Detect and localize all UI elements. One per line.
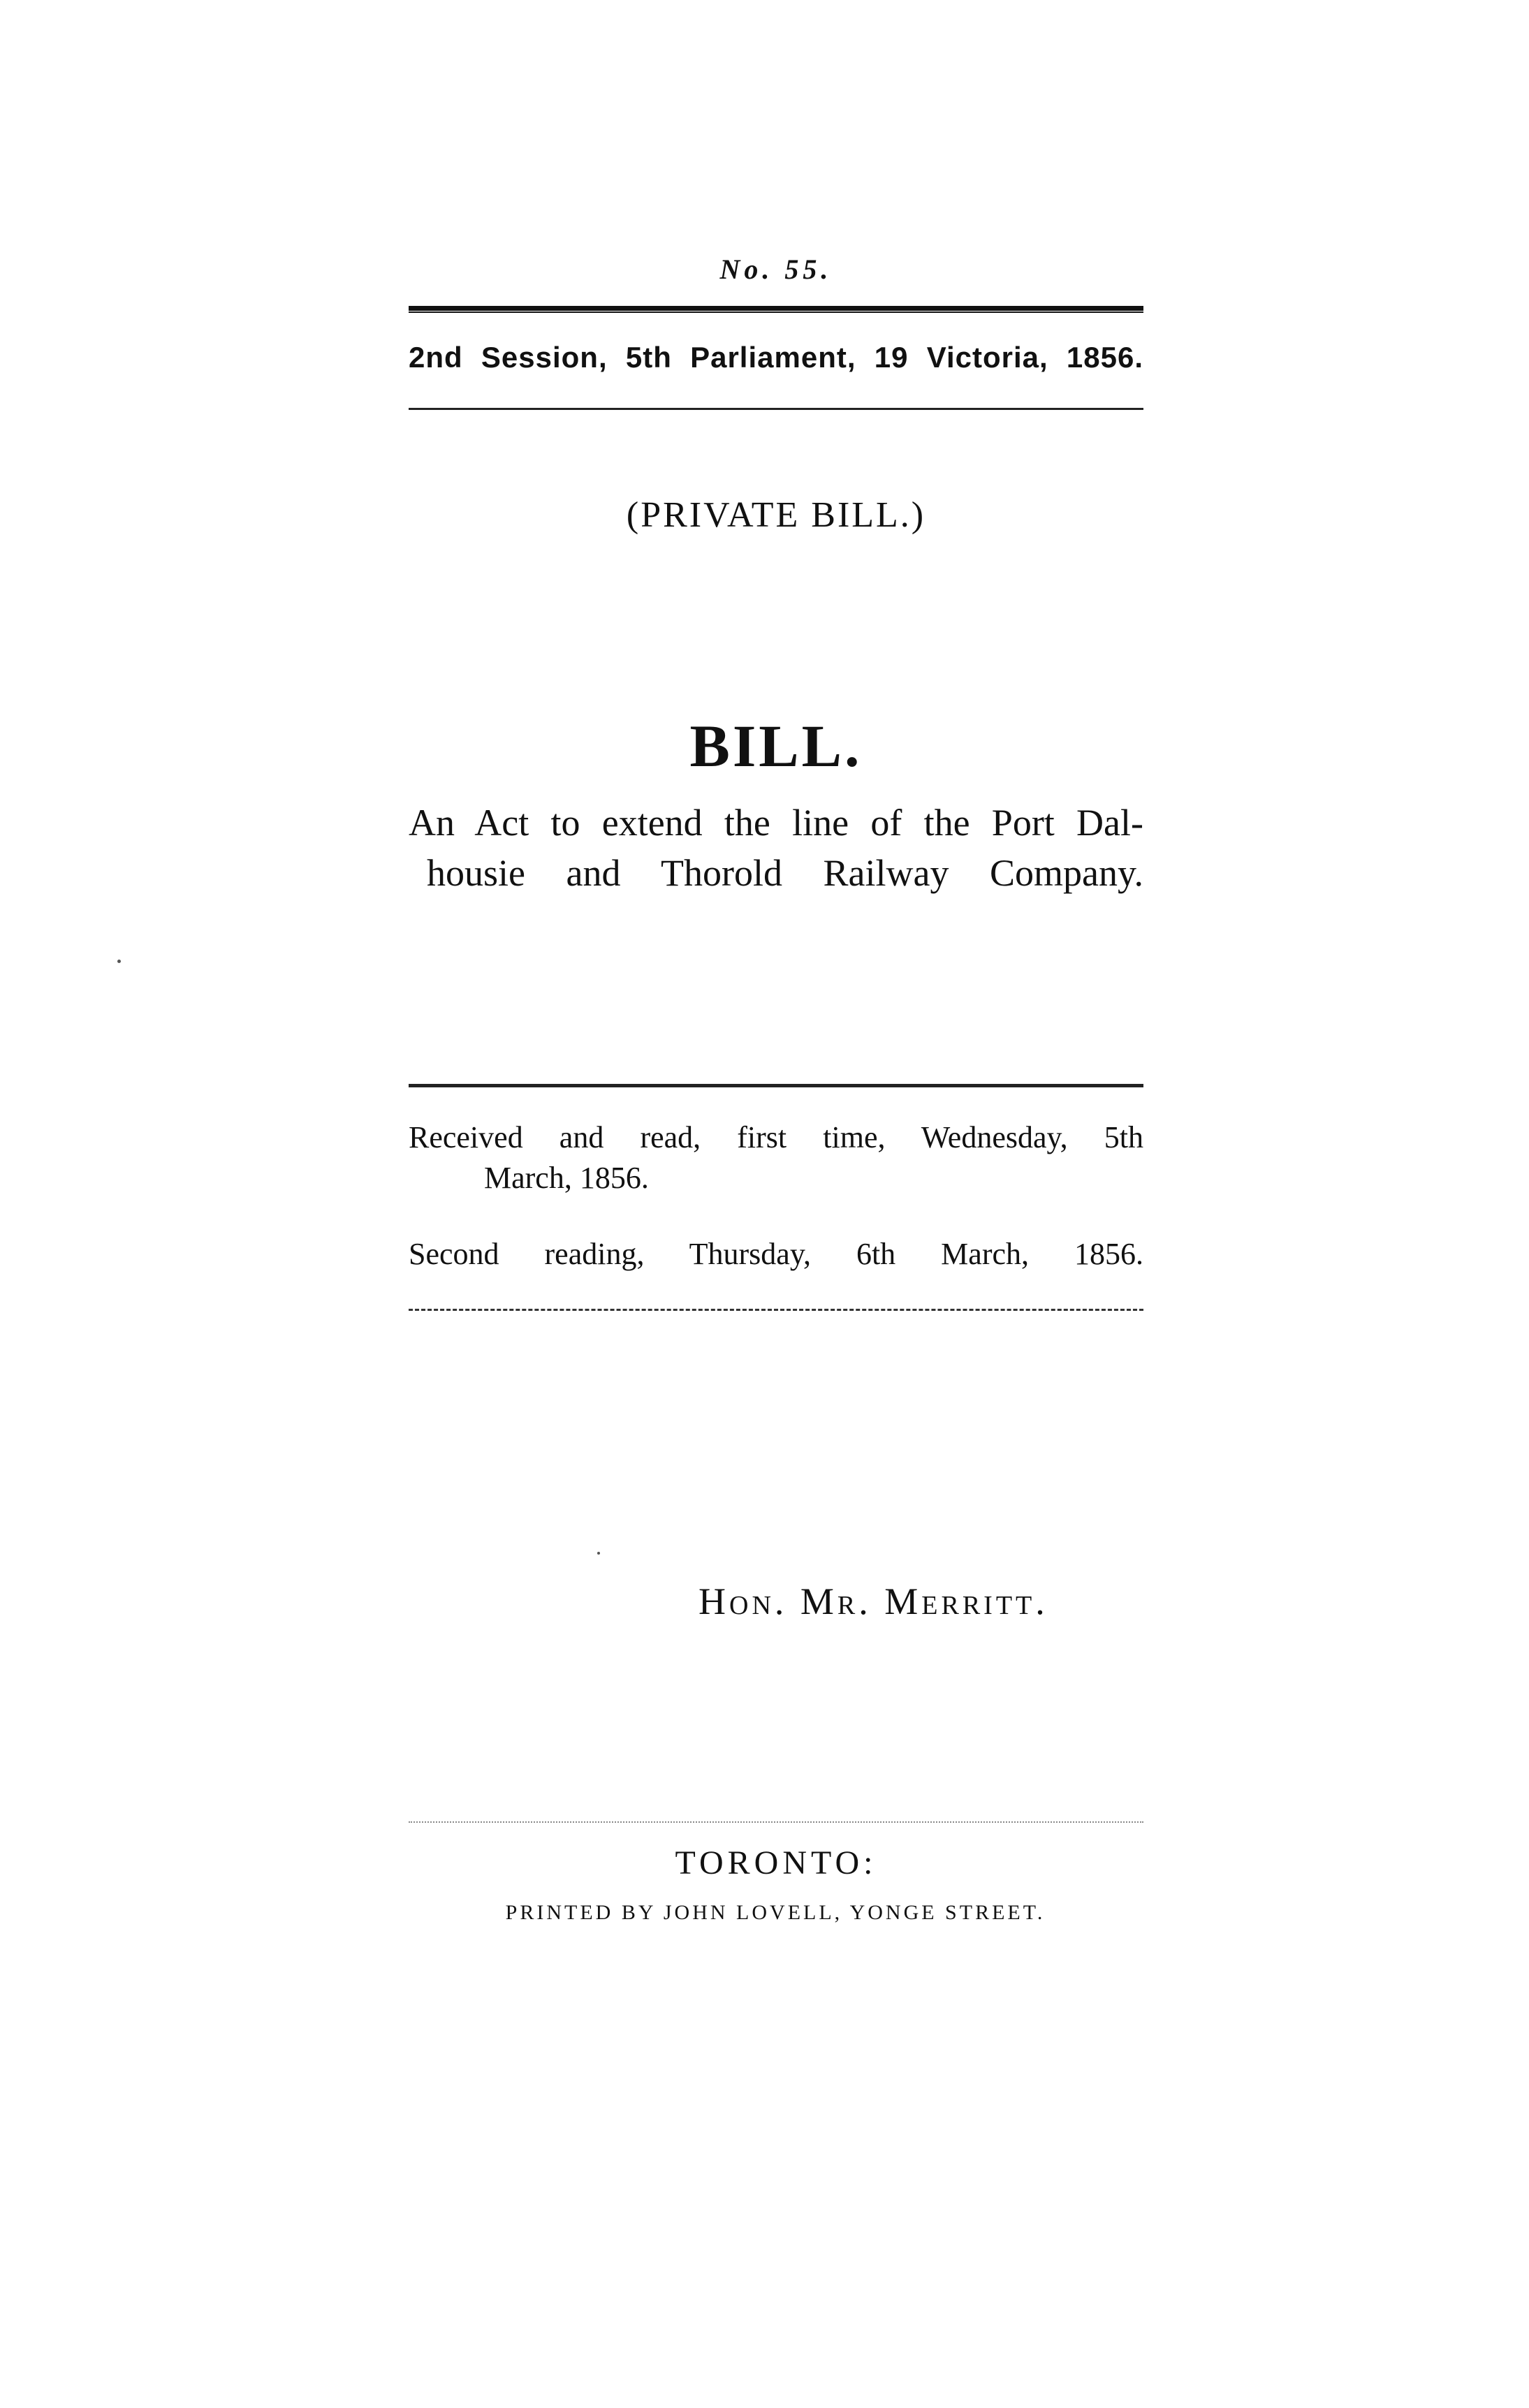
bill-heading: BILL.	[689, 712, 863, 779]
bill-type: (PRIVATE BILL.)	[626, 495, 926, 535]
header-double-rule	[409, 306, 1143, 313]
first-reading	[409, 1117, 1143, 1198]
imprint-rule	[409, 1821, 1143, 1823]
readings-divider	[409, 1084, 1143, 1087]
second-reading: Second reading, Thursday, 6th March, 1856.	[409, 1237, 1143, 1271]
bill-title	[409, 798, 1143, 898]
bill-title-line-1: An Act to extend the line of the Port Dal-	[409, 802, 1143, 844]
session-divider	[409, 408, 1143, 410]
bill-title-line-2: housie and Thorold Railway Company.	[427, 852, 1143, 894]
first-reading-line-2: March, 1856.	[484, 1161, 649, 1195]
imprint-place: TORONTO:	[675, 1844, 877, 1881]
sponsor-name: Hon. Mr. Merritt.	[698, 1580, 1048, 1622]
session-line: 2nd Session, 5th Parliament, 19 Victoria, 1856.	[409, 341, 1143, 374]
stray-mark	[597, 1552, 600, 1555]
first-reading-line-1: Received and read, first time, Wednesday, 5th	[409, 1120, 1143, 1154]
stray-mark	[117, 960, 121, 963]
imprint-printer: PRINTED BY JOHN LOVELL, YONGE STREET.	[505, 1901, 1046, 1924]
bill-number: No. 55.	[719, 254, 833, 285]
readings-end-rule	[409, 1309, 1143, 1311]
